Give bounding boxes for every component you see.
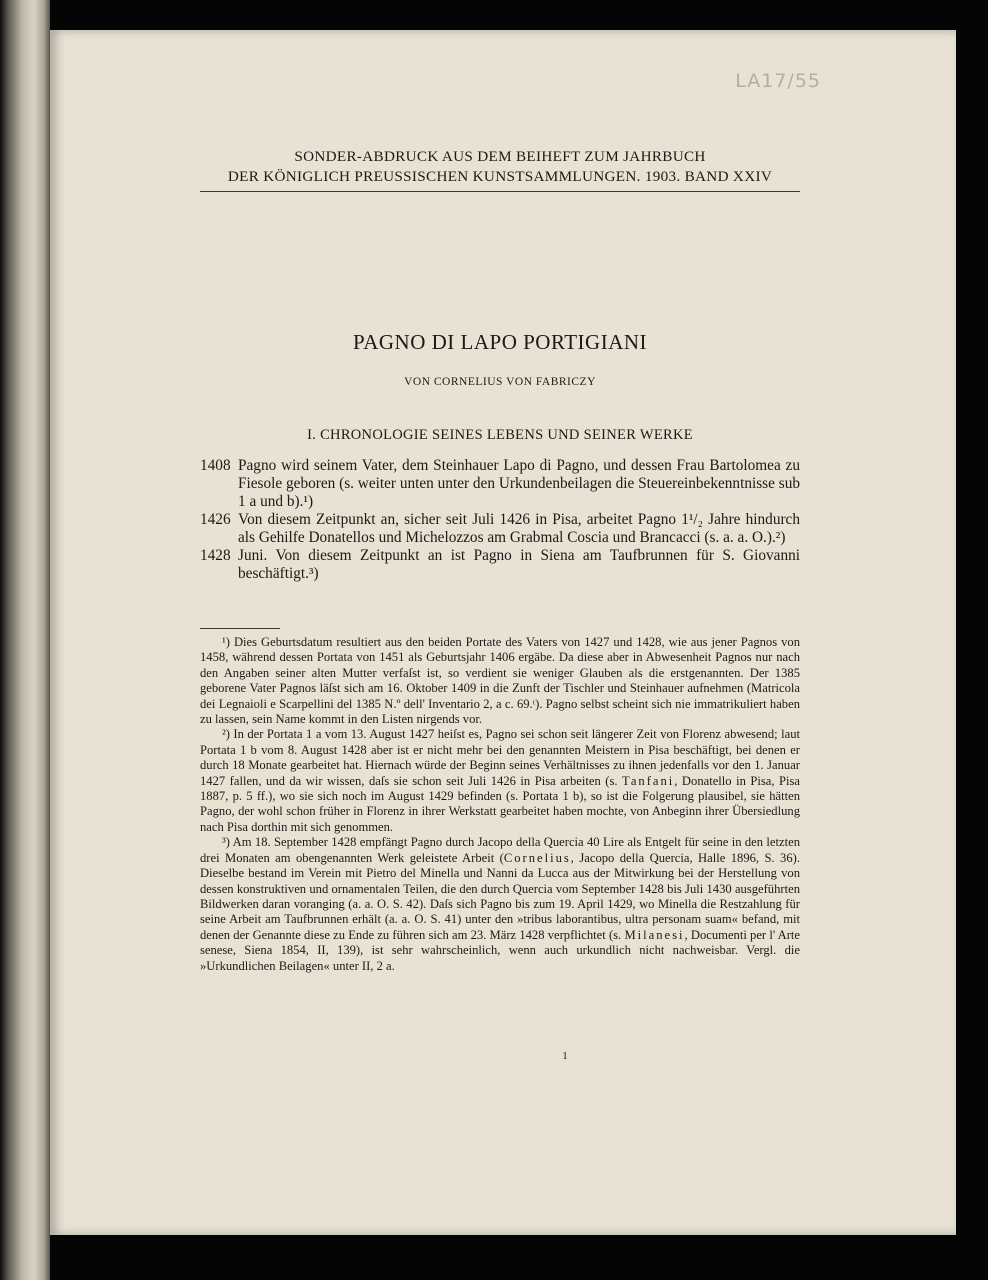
chronology-entry — [200, 547, 800, 583]
chronology-entry — [200, 457, 800, 511]
header-divider — [200, 191, 800, 192]
handwritten-annotation: LA17/55 — [735, 70, 821, 92]
offprint-header — [200, 147, 800, 187]
header-line-1: SONDER-ABDRUCK AUS DEM BEIHEFT ZUM JAHRBUCH — [294, 148, 706, 165]
document-page — [50, 30, 956, 1235]
chronology-list — [200, 457, 800, 583]
cited-author: Cornelius — [503, 850, 571, 865]
entry-year: 1426 — [200, 511, 231, 528]
footnotes — [200, 635, 800, 974]
cited-author: Tanfani — [622, 773, 675, 788]
entry-year: 1408 — [200, 457, 231, 474]
section-heading: I. CHRONOLOGIE SEINES LEBENS UND SEINER WERKE — [307, 427, 693, 443]
footnote-2: ²) In der Portata 1 a vom 13. August 1427 heiſst es, Pagno sei schon seit längerer Zeit von Florenz abwesend; laut Portata 1 b vom 8. August 1428 aber ist er nicht mehr bei den genannten Meistern in Pisa beschäftigt, bei denen er durch 18 Monate gearbeitet hat. Hiernach würde der Beginn seines Verhältnisses zu ihnen jedenfalls vor den 1. Januar 1427 fallen, und da wir wissen, daſs sie schon seit Juli 1426 in Pisa arbeiten (s. Tanfani, Donatello in Pisa, Pisa 1887, p. 5 ff.), wo sie sich noch im August 1429 befinden (s. Portata 1 b), so ist die Folgerung plausibel, sie hätten Pagno, der wohl schon früher in Florenz in ihrer Werkstatt gearbeitet haben mochte, von Anbeginn ihrer Übersiedlung nach Pisa dorthin mit sich genommen. — [200, 727, 800, 834]
entry-year: 1428 — [200, 547, 231, 564]
entry-text: Pagno wird seinem Vater, dem Steinhauer Lapo di Pagno, und dessen Frau Bartolomea zu Fiesole geboren (s. weiter unten unter den Urkundenbeilagen die Steuereinbekenntnisse sub 1 a und b).¹) — [238, 457, 800, 510]
cited-author: Milanesi — [624, 927, 685, 942]
entry-text: Juni. Von diesem Zeitpunkt an ist Pagno in Siena am Taufbrunnen für S. Giovanni beschäftigt.³) — [238, 547, 800, 582]
footnote-divider — [200, 628, 280, 629]
footnote-3: ³) Am 18. September 1428 empfängt Pagno durch Jacopo della Quercia 40 Lire als Entgelt für seine in den letzten drei Monaten am obengenannten Werk geleistete Arbeit (Cornelius, Jacopo della Quercia, Halle 1896, S. 36). Dieselbe bestand im Verein mit Pietro del Minella und Nanni da Lucca aus der Mitwirkung bei der Herstellung von dessen konstruktiven und ornamentalen Teilen, die den durch Quercia vom September 1428 bis Juli 1430 ausgeführten Bildwerken daran voranging (a. a. O. S. 42). Daſs sich Pagno bis zum 19. April 1429, wo Minella die Restzahlung für seine Arbeit am Taufbrunnen erhält (a. a. O. S. 41) unter den »tribus laborantibus, ultra personam suam« befand, mit denen der Genannte diese zu Ende zu führen sich am 23. März 1428 verpflichtet (s. Milanesi, Documenti per l' Arte senese, Siena 1854, II, 139), ist sehr wahrscheinlich, wenn auch urkundlich nicht nachweisbar. Vergl. die »Urkundlichen Beilagen« unter II, 2 a. — [200, 835, 800, 973]
author-line: VON CORNELIUS VON FABRICZY — [404, 376, 596, 388]
chronology-entry — [200, 511, 800, 547]
page-number: 1 — [562, 1050, 568, 1062]
header-line-2: DER KÖNIGLICH PREUSSISCHEN KUNSTSAMMLUNGEN. 1903. BAND XXIV — [227, 168, 773, 185]
page-title: PAGNO DI LAPO PORTIGIANI — [352, 330, 648, 354]
footnote-1: ¹) Dies Geburtsdatum resultiert aus den beiden Portate des Vaters von 1427 und 1428, wie aus jener Pagnos von 1458, während dessen Portata von 1451 als Geburtsjahr 1406 ergäbe. Da diese aber in Abwesenheit Pagnos nur nach den Angaben seiner alten Mutter verfaſst ist, so verdient sie weniger Glauben als die erstgenannten. Der 1385 geborene Vater Pagnos läſst sich am 16. Oktober 1409 in die Zunft der Tischler und Steinhauer aufnehmen (Matricola dei Legnaioli e Scarpellini del 1385 N.º dell' Inventario 2, a c. 69.ᵗ). Pagno selbst scheint sich nie immatrikuliert haben zu lassen, sein Name kommt in den Listen nirgends vor. — [200, 635, 800, 727]
book-spine — [0, 0, 50, 1280]
entry-text: Von diesem Zeitpunkt an, sicher seit Juli 1426 in Pisa, arbeitet Pagno 1¹/₂ Jahre hindurch als Gehilfe Donatellos und Michelozzos am Grabmal Coscia und Brancacci (s. a. a. O.).²) — [238, 511, 800, 546]
